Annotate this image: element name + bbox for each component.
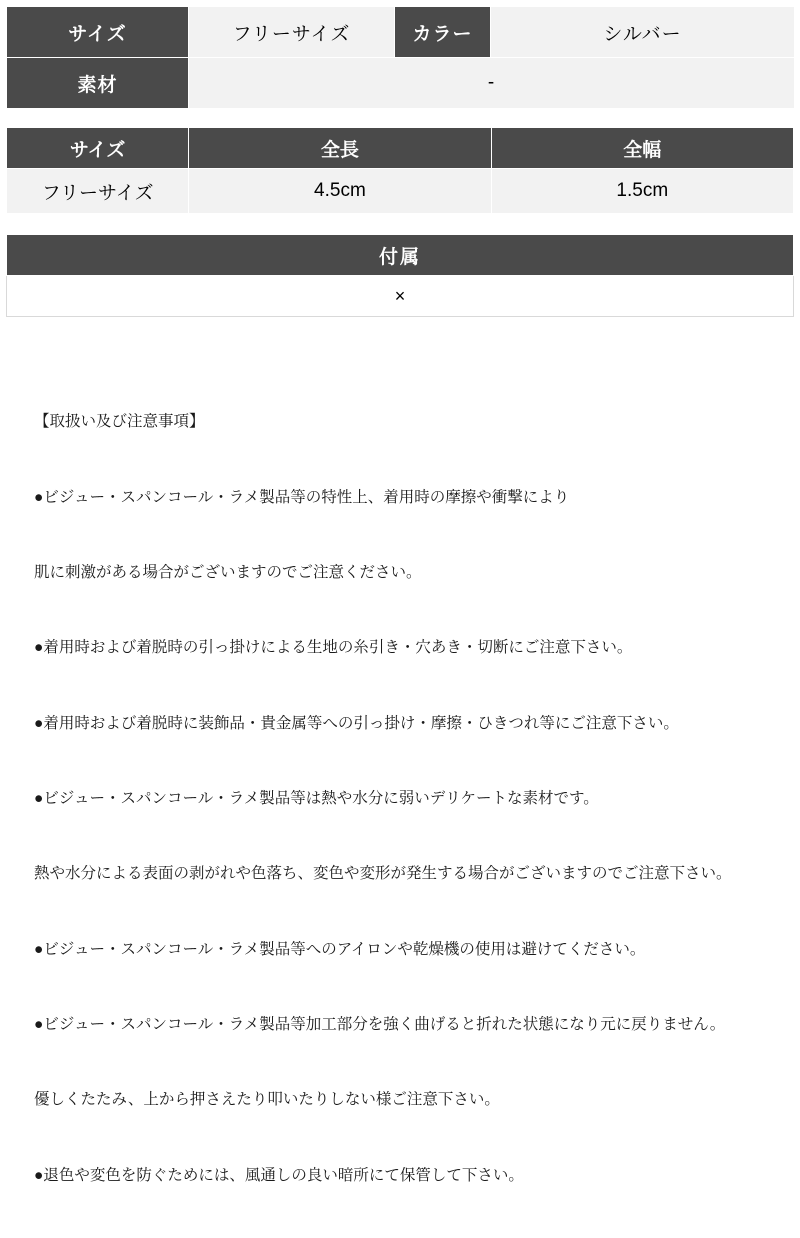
accessory-value: × bbox=[7, 276, 794, 317]
accessory-header-row bbox=[7, 235, 794, 276]
note-line: ●着用時および着脱時の引っ掛けによる生地の糸引き・穴あき・切断にご注意下さい。 bbox=[34, 639, 633, 657]
size-header-size: サイズ bbox=[7, 128, 189, 169]
spec-value-size: フリーサイズ bbox=[189, 7, 395, 58]
size-header-length: 全長 bbox=[189, 128, 491, 169]
spec-table bbox=[6, 6, 795, 109]
note-line: ●着用時および着脱時に装飾品・貴金属等への引っ掛け・摩擦・ひきつれ等にご注意下さい。 bbox=[34, 714, 679, 732]
spec-value-color: シルバー bbox=[491, 7, 795, 58]
note-line: ●退色や変色を防ぐためには、風通しの良い暗所にて保管して下さい。 bbox=[34, 1166, 524, 1184]
note-line: 優しくたたみ、上から押さえたり叩いたりしない様ご注意下さい。 bbox=[34, 1091, 500, 1109]
size-header-width: 全幅 bbox=[491, 128, 793, 169]
notes-title: 【取扱い及び注意事項】 bbox=[34, 413, 205, 431]
spec-label-size: サイズ bbox=[7, 7, 189, 58]
size-value-width: 1.5cm bbox=[491, 169, 793, 214]
note-line: ●ビジュー・スパンコール・ラメ製品等加工部分を強く曲げると折れた状態になり元に戻りません。 bbox=[34, 1015, 726, 1033]
table-row bbox=[7, 58, 795, 109]
table-row bbox=[7, 7, 795, 58]
note-line: ●ビジュー・スパンコール・ラメ製品等は熱や水分に弱いデリケートな素材です。 bbox=[34, 789, 599, 807]
spec-label-color: カラー bbox=[395, 7, 491, 58]
spec-label-material: 素材 bbox=[7, 58, 189, 109]
accessory-table bbox=[6, 234, 794, 317]
accessory-header: 付属 bbox=[7, 235, 794, 276]
table-row bbox=[7, 169, 794, 214]
note-line: ●ビジュー・スパンコール・ラメ製品等の特性上、着用時の摩擦や衝撃により bbox=[34, 488, 570, 506]
notes-section bbox=[34, 359, 770, 1238]
note-line: ●ビジュー・スパンコール・ラメ製品等へのアイロンや乾燥機の使用は避けてください。 bbox=[34, 940, 646, 958]
product-spec-page bbox=[0, 6, 800, 1184]
size-table bbox=[6, 127, 794, 214]
size-value-length: 4.5cm bbox=[189, 169, 491, 214]
note-line: 肌に刺激がある場合がございますのでご注意ください。 bbox=[34, 563, 422, 581]
note-line: 熱や水分による表面の剥がれや色落ち、変色や変形が発生する場合がございますのでご注意下さい。 bbox=[34, 865, 732, 883]
table-row bbox=[7, 276, 794, 317]
size-table-header-row bbox=[7, 128, 794, 169]
spec-value-material: - bbox=[189, 58, 795, 109]
size-value-size: フリーサイズ bbox=[7, 169, 189, 214]
